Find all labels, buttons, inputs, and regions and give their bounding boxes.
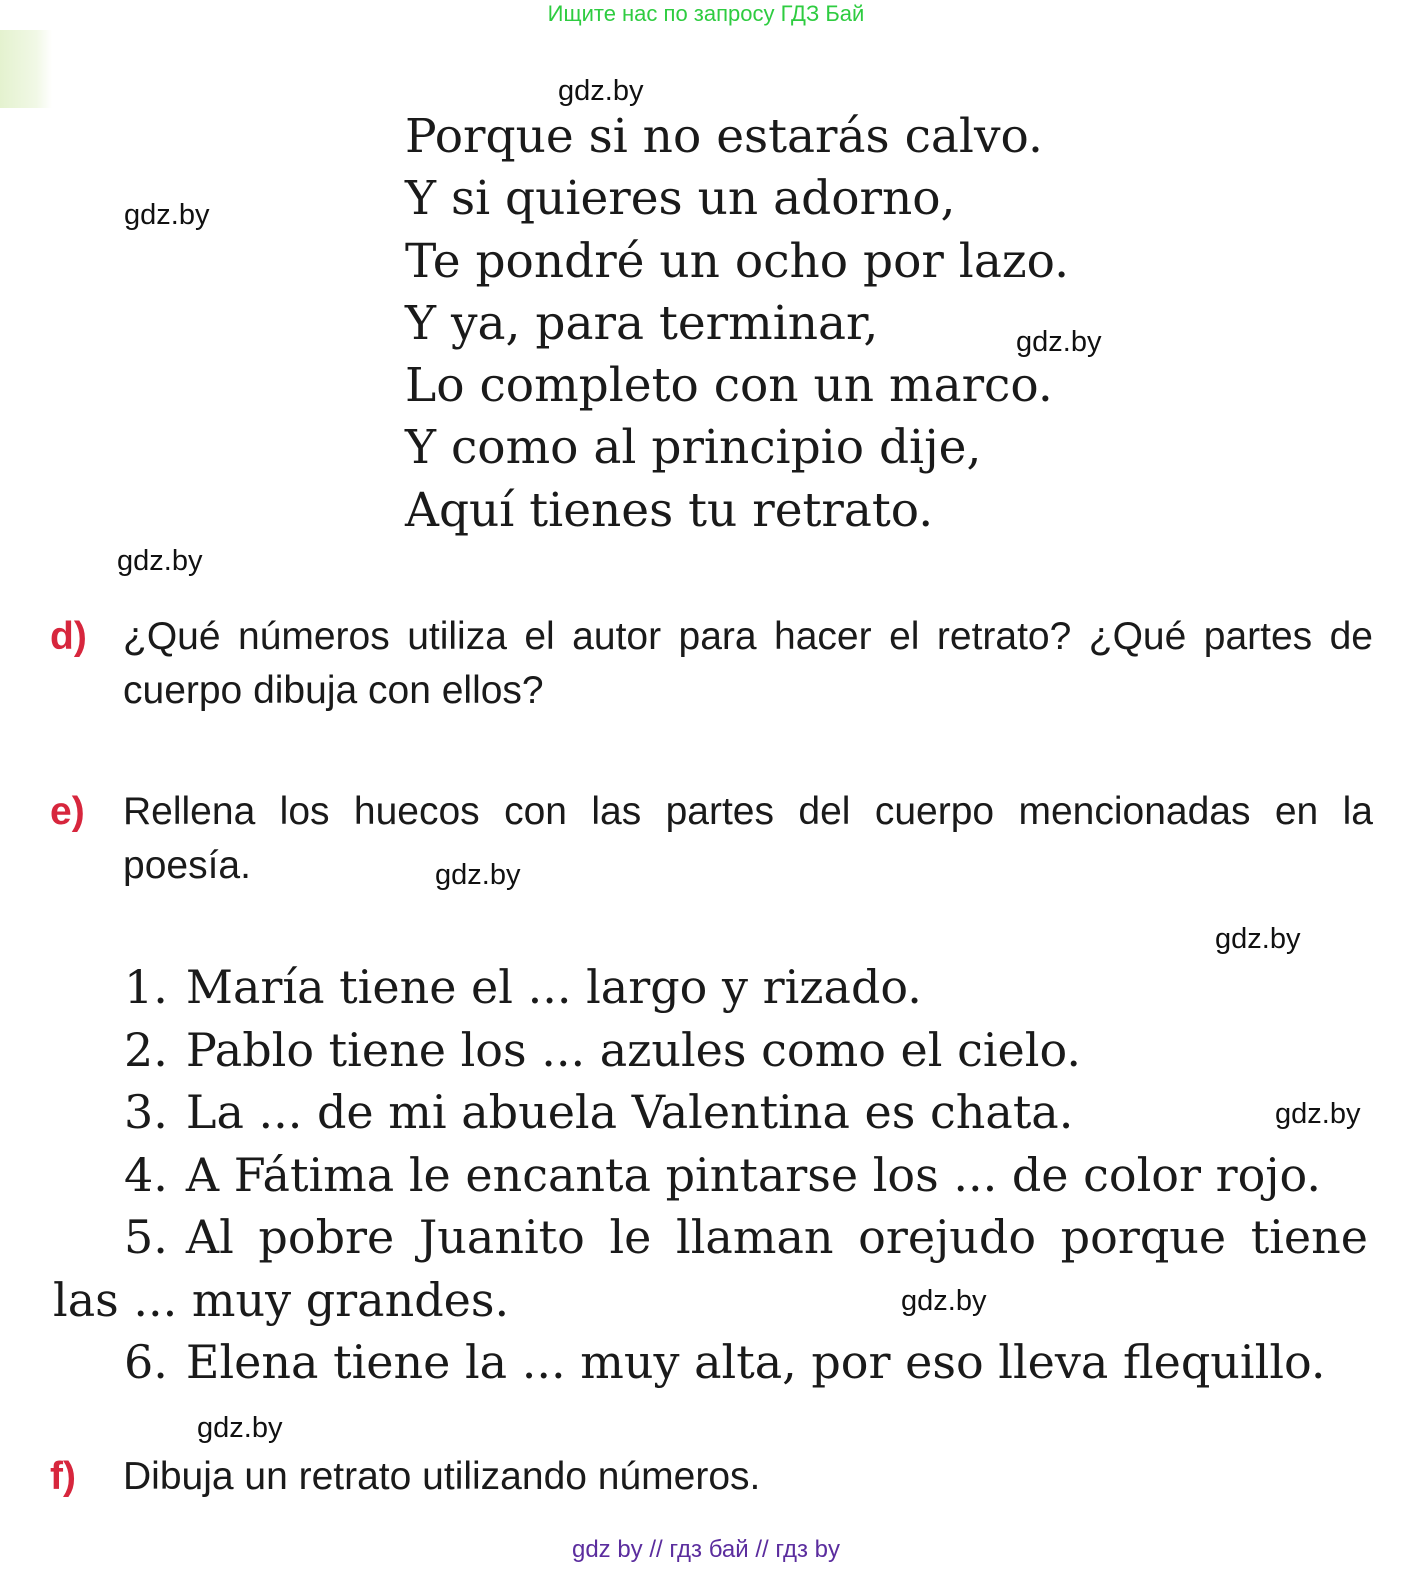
watermark: gdz.by (1275, 1098, 1361, 1130)
watermark: gdz.by (197, 1412, 283, 1444)
poem-block (405, 106, 1069, 542)
sentence-number: 5. (124, 1210, 168, 1264)
poem-line: Porque si no estarás calvo. (405, 109, 1043, 164)
task-text: Dibuja un retrato utilizando números. (123, 1455, 761, 1498)
task-letter: d) (50, 615, 87, 658)
task-letter: e) (50, 790, 85, 833)
sentence-text: Elena tiene la ... muy alta, por eso lleva flequillo. (185, 1335, 1326, 1389)
sentence-text: La ... de mi abuela Valentina es chata. (185, 1085, 1074, 1139)
poem-line: Y como al principio dije, (405, 420, 982, 476)
poem-line: Lo completo con un marco. (405, 358, 1053, 414)
poem-line: Y ya, para terminar, (405, 295, 879, 351)
corner-decoration (0, 30, 52, 108)
watermark: gdz.by (435, 859, 521, 891)
sentence-item (53, 956, 1368, 1019)
task-text: Rellena los huecos con las partes del cuerpo mencionadas en la poesía. (123, 790, 1373, 887)
sentence-number: 3. (124, 1085, 168, 1139)
sentence-number: 4. (124, 1147, 168, 1202)
watermark: gdz.by (901, 1285, 987, 1317)
task-text: ¿Qué números utiliza el autor para hacer el retrato? ¿Qué partes de cuerpo dibuja con ellos? (123, 615, 1373, 712)
sentence-number: 2. (124, 1022, 168, 1077)
sentence-text: Pablo tiene los ... azules como el cielo. (185, 1022, 1082, 1077)
sentence-item (53, 1019, 1368, 1082)
sentence-text: Al pobre Juanito le llaman orejudo porque tiene las ... muy grandes. (53, 1210, 1368, 1327)
footer-links: gdz by // гдз бай // гдз by (571, 1536, 841, 1563)
watermark: gdz.by (1215, 923, 1301, 955)
watermark: gdz.by (124, 199, 210, 231)
poem-line: Te pondré un ocho por lazo. (405, 233, 1070, 289)
sentence-item (53, 1331, 1368, 1394)
sentence-item (53, 1081, 1368, 1144)
sentence-number: 6. (124, 1335, 168, 1389)
poem-line: Y si quieres un adorno, (405, 171, 956, 227)
watermark: gdz.by (117, 545, 203, 577)
sentence-text: María tiene el ... largo y rizado. (185, 960, 922, 1014)
watermark: gdz.by (1016, 326, 1102, 358)
sentence-number: 1. (124, 960, 168, 1014)
poem-line: Aquí tienes tu retrato. (405, 482, 934, 538)
top-banner: Ищите нас по запросу ГДЗ Бай (547, 1, 865, 26)
watermark: gdz.by (558, 75, 644, 107)
sentence-item (53, 1144, 1368, 1207)
sentence-item (53, 1206, 1368, 1331)
sentence-text: A Fátima le encanta pintarse los ... de color rojo. (185, 1147, 1322, 1202)
task-letter: f) (50, 1455, 76, 1498)
exercise-sentences (53, 956, 1368, 1394)
